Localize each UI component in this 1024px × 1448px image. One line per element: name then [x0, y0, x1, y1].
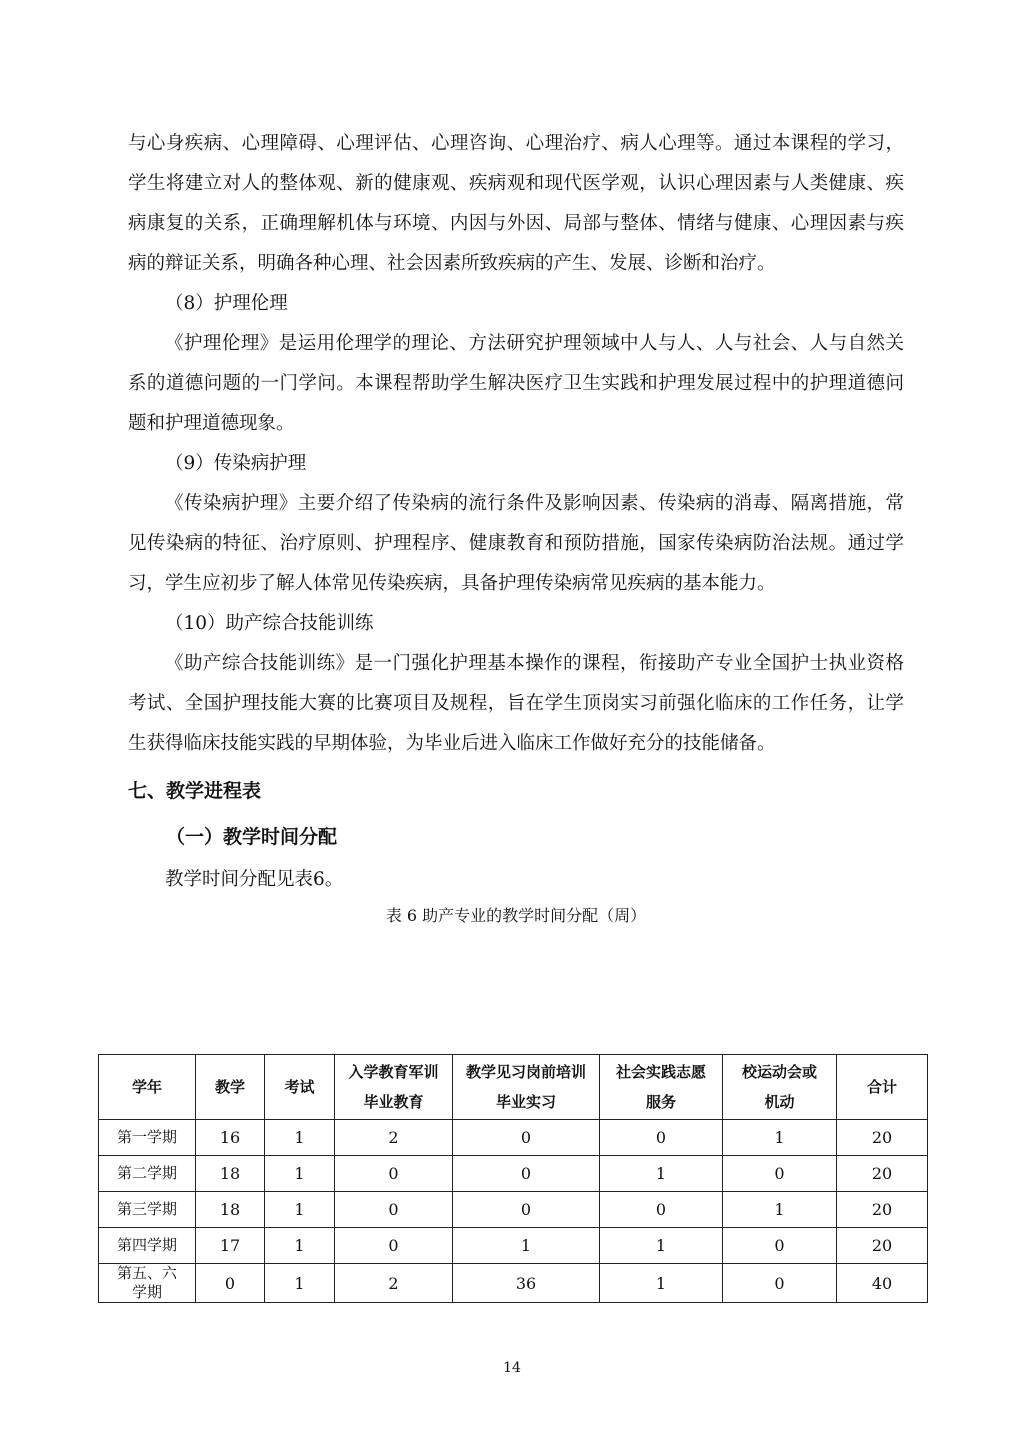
paragraph-psychology-continued: 与心身疾病、心理障碍、心理评估、心理咨询、心理治疗、病人心理等。通过本课程的学习，学生将建立对人的整体观、新的健康观、疾病观和现代医学观，认识心理因素与人类健康、疾病康复的关系，正确理解机体与环境、内因与外因、局部与整体、情绪与健康、心理因素与疾病的辩证关系，明确各种心理、社会因素所致疾病的产生、发展、诊断和治疗。: [128, 133, 904, 274]
table-header-row: [99, 1055, 928, 1120]
cell-exam: 1: [265, 1120, 335, 1156]
cell-total: 20: [837, 1120, 928, 1156]
subsection-heading: （一）教学时间分配: [166, 826, 338, 848]
teaching-time-table: [98, 1054, 928, 1303]
cell-total: 20: [837, 1228, 928, 1264]
cell-period: 第五、六 学期: [99, 1264, 196, 1303]
header-exam: 考试: [265, 1055, 335, 1120]
table-row: [99, 1156, 928, 1192]
cell-social: 0: [600, 1192, 723, 1228]
cell-period: 第三学期: [99, 1192, 196, 1228]
cell-period: 第四学期: [99, 1228, 196, 1264]
cell-enrollment: 0: [335, 1156, 453, 1192]
item-title-nursing-ethics: （8）护理伦理: [165, 293, 288, 314]
cell-sports: 1: [723, 1120, 837, 1156]
cell-social: 1: [600, 1156, 723, 1192]
header-social-practice: 社会实践志愿 服务: [600, 1055, 723, 1120]
cell-practice: 0: [453, 1192, 600, 1228]
item-title-infectious-disease-nursing: （9）传染病护理: [165, 453, 307, 474]
paragraph-nursing-ethics: 《护理伦理》是运用伦理学的理论、方法研究护理领域中人与人、人与社会、人与自然关系的道德问题的一门学问。本课程帮助学生解决医疗卫生实践和护理发展过程中的护理道德问题和护理道德现象。: [128, 333, 904, 434]
cell-exam: 1: [265, 1228, 335, 1264]
cell-teaching: 18: [196, 1192, 265, 1228]
cell-teaching: 17: [196, 1228, 265, 1264]
section-heading: 七、教学进程表: [128, 780, 262, 802]
cell-total: 20: [837, 1156, 928, 1192]
cell-social: 0: [600, 1120, 723, 1156]
cell-teaching: 18: [196, 1156, 265, 1192]
cell-practice: 1: [453, 1228, 600, 1264]
table-row: [99, 1228, 928, 1264]
page-number: 14: [503, 1360, 521, 1376]
cell-exam: 1: [265, 1156, 335, 1192]
cell-enrollment: 2: [335, 1120, 453, 1156]
cell-enrollment: 2: [335, 1264, 453, 1303]
cell-practice: 36: [453, 1264, 600, 1303]
table-row: [99, 1264, 928, 1303]
header-enrollment-education: 入学教育军训 毕业教育: [335, 1055, 453, 1120]
cell-sports: 0: [723, 1228, 837, 1264]
cell-social: 1: [600, 1228, 723, 1264]
cell-total: 20: [837, 1192, 928, 1228]
cell-period: 第二学期: [99, 1156, 196, 1192]
section-intro: 教学时间分配见表6。: [165, 869, 344, 890]
cell-sports: 0: [723, 1264, 837, 1303]
cell-practice: 0: [453, 1120, 600, 1156]
header-sports-flexible: 校运动会或 机动: [723, 1055, 837, 1120]
cell-total: 40: [837, 1264, 928, 1303]
cell-exam: 1: [265, 1192, 335, 1228]
cell-teaching: 0: [196, 1264, 265, 1303]
cell-teaching: 16: [196, 1120, 265, 1156]
cell-enrollment: 0: [335, 1228, 453, 1264]
cell-sports: 0: [723, 1156, 837, 1192]
cell-period: 第一学期: [99, 1120, 196, 1156]
table-row: [99, 1192, 928, 1228]
header-year: 学年: [99, 1055, 196, 1120]
paragraph-infectious-disease-nursing: 《传染病护理》主要介绍了传染病的流行条件及影响因素、传染病的消毒、隔离措施，常见传染病的特征、治疗原则、护理程序、健康教育和预防措施，国家传染病防治法规。通过学习，学生应初步了解人体常见传染疾病，具备护理传染病常见疾病的基本能力。: [128, 493, 904, 594]
header-teaching: 教学: [196, 1055, 265, 1120]
cell-practice: 0: [453, 1156, 600, 1192]
cell-exam: 1: [265, 1264, 335, 1303]
item-title-midwifery-skills: （10）助产综合技能训练: [165, 613, 374, 634]
table-caption: 表 6 助产专业的教学时间分配（周）: [385, 906, 647, 925]
paragraph-midwifery-skills: 《助产综合技能训练》是一门强化护理基本操作的课程，衔接助产专业全国护士执业资格考试、全国护理技能大赛的比赛项目及规程，旨在学生顶岗实习前强化临床的工作任务，让学生获得临床技能实践的早期体验，为毕业后进入临床工作做好充分的技能储备。: [128, 653, 904, 754]
table-row: [99, 1120, 928, 1156]
page-content: [128, 124, 904, 932]
cell-social: 1: [600, 1264, 723, 1303]
cell-enrollment: 0: [335, 1192, 453, 1228]
header-total: 合计: [837, 1055, 928, 1120]
cell-sports: 1: [723, 1192, 837, 1228]
header-practice-internship: 教学见习岗前培训 毕业实习: [453, 1055, 600, 1120]
